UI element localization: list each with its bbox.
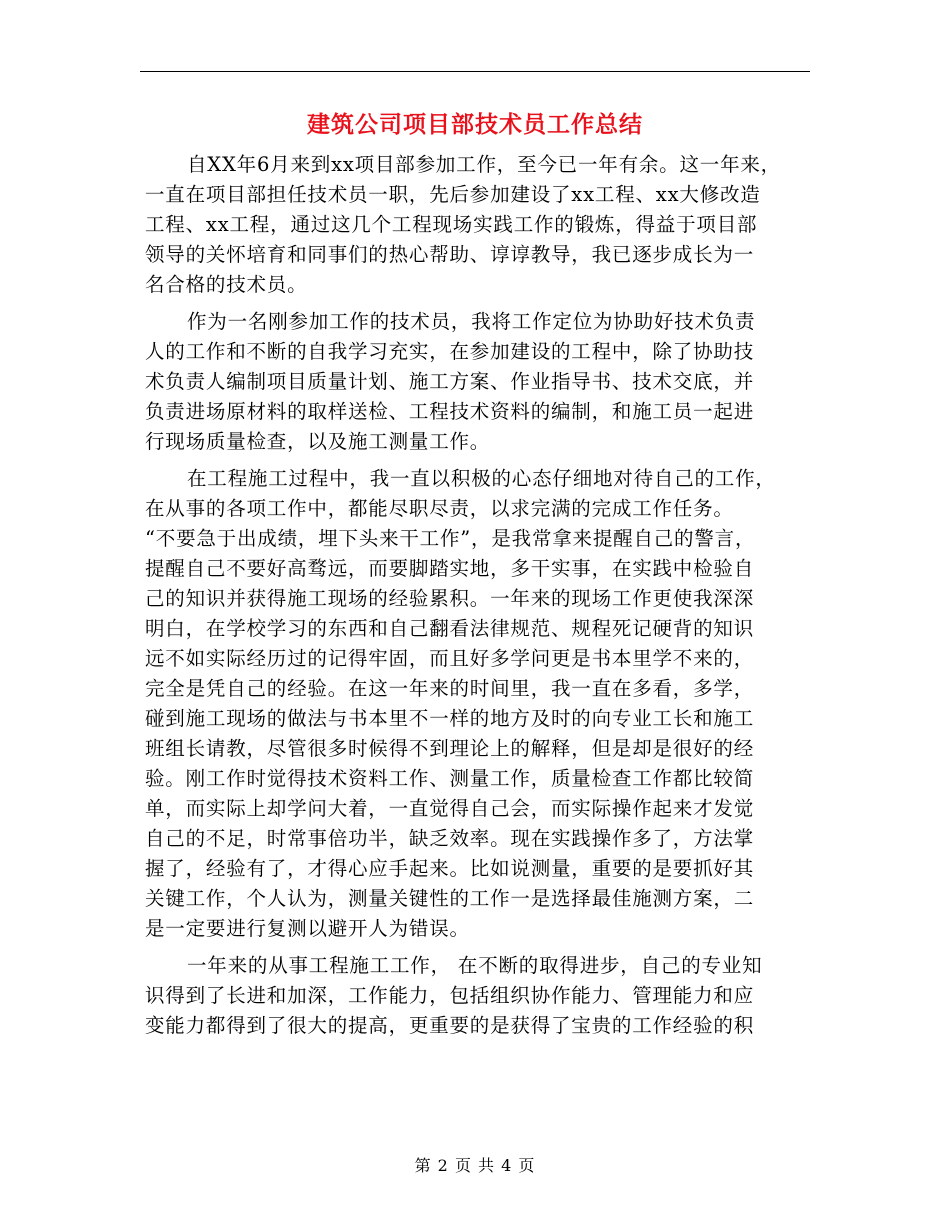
text-line: 握了，经验有了，才得心应手起来。比如说测量，重要的是要抓好其: [145, 857, 755, 880]
document-title: 建筑公司项目部技术员工作总结: [307, 111, 643, 138]
text-line: 己的知识并获得施工现场的经验累积。一年来的现场工作更使我深深: [145, 587, 755, 610]
paragraph: [145, 150, 810, 300]
page-number-footer: 第 2 页 共 4 页: [414, 1156, 536, 1175]
text-line: 术负责人编制项目质量计划、施工方案、作业指导书、技术交底，并: [145, 370, 755, 393]
text-line: 碰到施工现场的做法与书本里不一样的地方及时的向专业工长和施工: [145, 707, 755, 730]
text-line: 变能力都得到了很大的提高，更重要的是获得了宝贵的工作经验的积: [145, 1014, 755, 1037]
document-body: [145, 150, 810, 1041]
text-line: 行现场质量检查，以及施工测量工作。: [145, 430, 491, 453]
text-line: 一年来的从事工程施工工作， 在不断的取得进步，自己的专业知: [187, 954, 763, 977]
text-line: 明白，在学校学习的东西和自己翻看法律规范、规程死记硬背的知识: [145, 617, 755, 640]
text-line: 远不如实际经历过的记得牢固，而且好多学问更是书本里学不来的，: [145, 647, 755, 670]
text-line: 识得到了长进和加深，工作能力，包括组织协作能力、管理能力和应: [145, 984, 755, 1007]
text-line: 自XX年6月来到xx项目部参加工作，至今已一年有余。这一年来，: [187, 153, 781, 176]
text-line: 负责进场原材料的取样送检、工程技术资料的编制，和施工员一起进: [145, 400, 755, 423]
paragraph: [145, 307, 810, 457]
text-line: “不要急于出成绩，埋下头来干工作”，是我常拿来提醒自己的警言，: [145, 527, 756, 550]
text-line: 领导的关怀培育和同事们的热心帮助、谆谆教导，我已逐步成长为一: [145, 243, 755, 266]
text-line: 提醒自己不要好高骛远，而要脚踏实地，多干实事，在实践中检验自: [145, 557, 755, 580]
text-line: 班组长请教，尽管很多时候得不到理论上的解释，但是却是很好的经: [145, 737, 755, 760]
text-line: 人的工作和不断的自我学习充实，在参加建设的工程中，除了协助技: [145, 340, 755, 363]
text-line: 自己的不足，时常事倍功半，缺乏效率。现在实践操作多了，方法掌: [145, 827, 755, 850]
text-line: 是一定要进行复测以避开人为错误。: [145, 917, 470, 940]
header-rule: [140, 71, 810, 72]
text-line: 单，而实际上却学问大着，一直觉得自己会，而实际操作起来才发觉: [145, 797, 755, 820]
text-line: 关键工作，个人认为，测量关键性的工作一是选择最佳施测方案，二: [145, 887, 755, 910]
text-line: 在工程施工过程中，我一直以积极的心态仔细地对待自己的工作，: [187, 467, 776, 490]
text-line: 工程、xx工程，通过这几个工程现场实践工作的锻炼，得益于项目部: [145, 213, 758, 236]
text-line: 完全是凭自己的经验。在这一年来的时间里，我一直在多看，多学，: [145, 677, 755, 700]
text-line: 名合格的技术员。: [145, 273, 308, 296]
text-line: 在从事的各项工作中，都能尽职尽责，以求完满的完成工作任务。: [145, 497, 734, 520]
text-line: 作为一名刚参加工作的技术员，我将工作定位为协助好技术负责: [187, 310, 756, 333]
text-line: 一直在项目部担任技术员一职，先后参加建设了xx工程、xx大修改造: [145, 183, 761, 206]
paragraph: [145, 951, 810, 1041]
paragraph: [145, 464, 810, 944]
text-line: 验。刚工作时觉得技术资料工作、测量工作，质量检查工作都比较简: [145, 767, 755, 790]
